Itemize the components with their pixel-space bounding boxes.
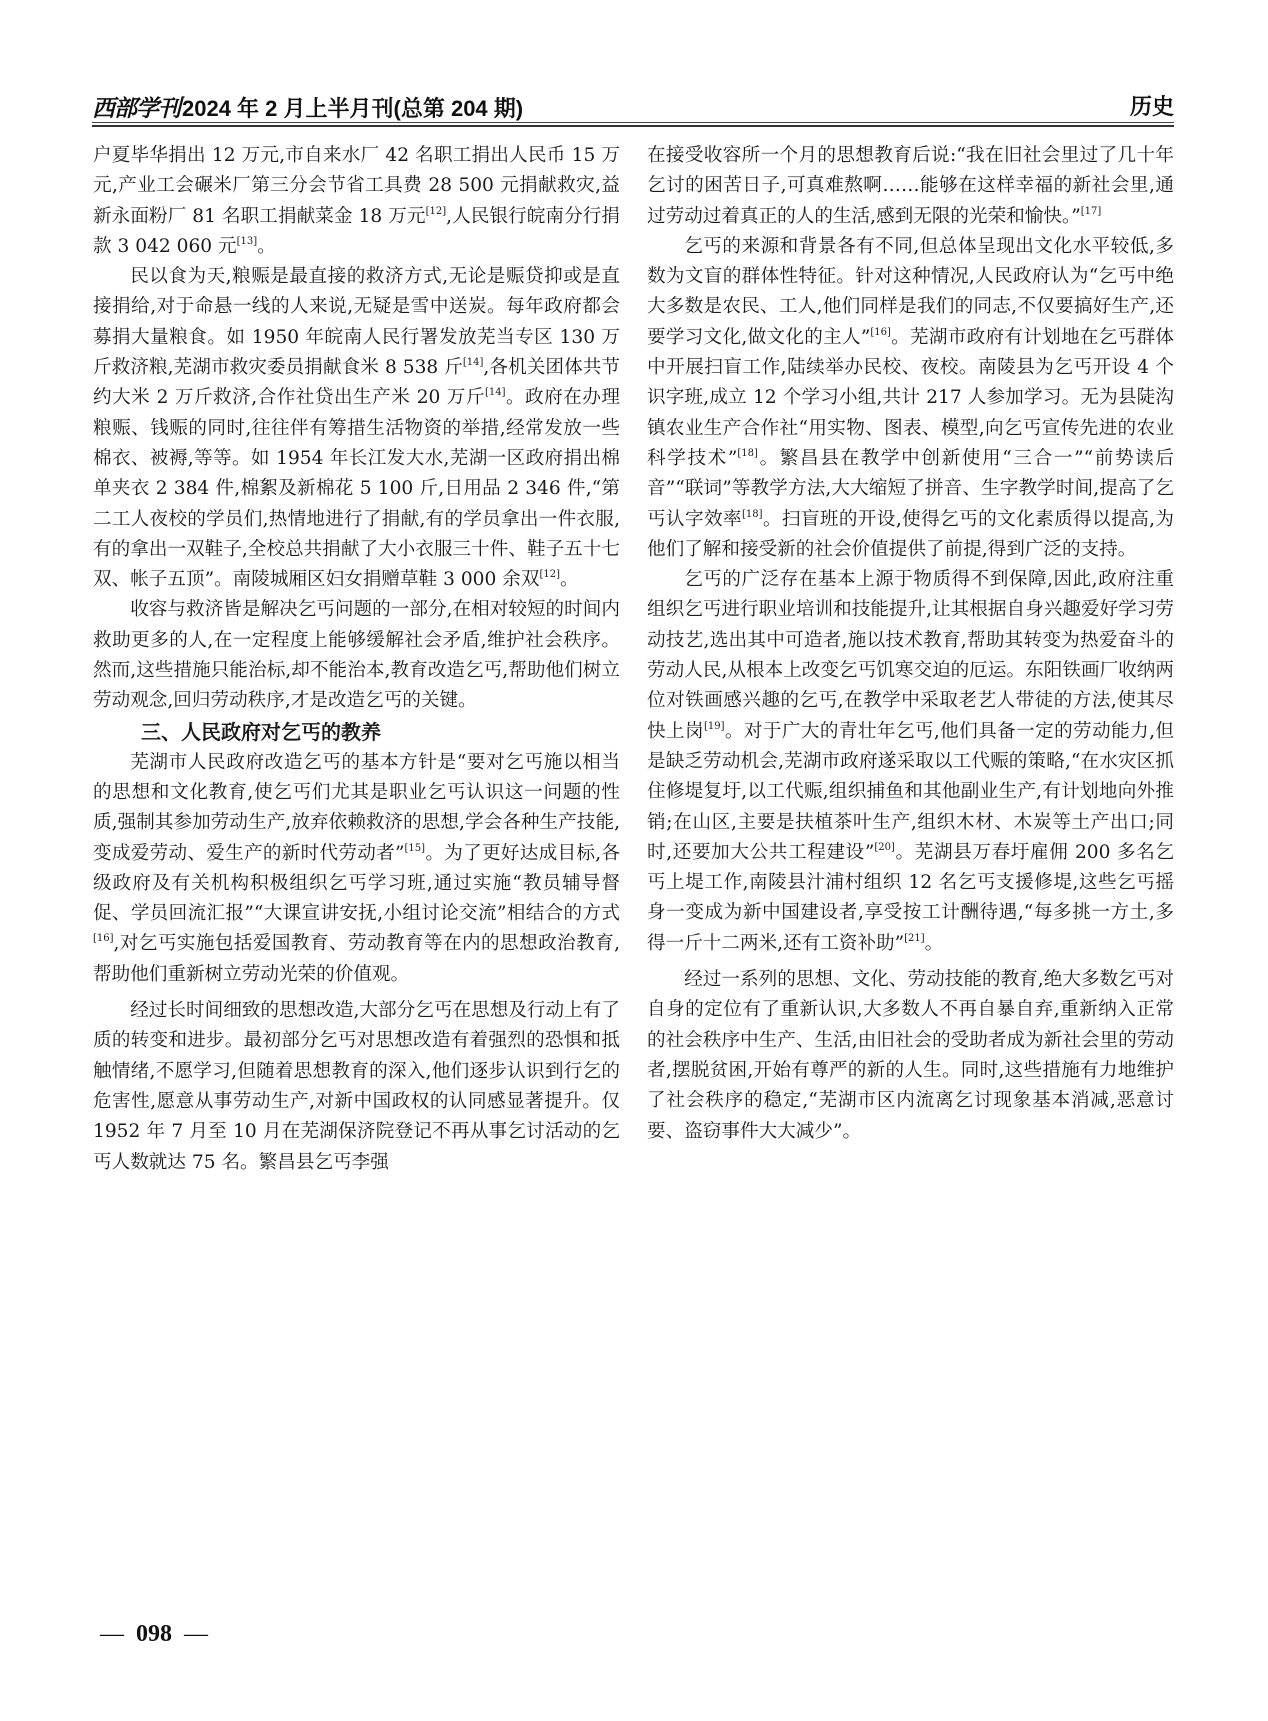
right-column bbox=[647, 141, 1174, 1147]
citation: [19] bbox=[703, 720, 725, 732]
citation: [18] bbox=[741, 508, 763, 520]
paragraph: 经过一系列的思想、文化、劳动技能的教育,绝大多数乞丐对自身的定位有了重新认识,大多数人不再自暴自弃,重新纳入正常的社会秩序中生产、生活,由旧社会的受助者成为新社会里的劳动者,摆脱贫困,开始有尊严的新的人生。同时,这些措施有力地维护了社会秩序的稳定,“芜湖市区内流离乞讨现象基本消减,恶意讨要、盗窃事件大大减少”。 bbox=[647, 969, 1174, 1142]
page-number-value: 098 bbox=[136, 1621, 172, 1647]
paragraph: 乞丐的广泛存在基本上源于物质得不到保障,因此,政府注重组织乞丐进行职业培训和技能提升,让其根据自身兴趣爱好学习劳动技艺,选出其中可造者,施以技术教育,帮助其转变为热爱奋斗的劳动人民,从根本上改变乞丐饥寒交迫的厄运。东阳铁画厂收纳两位对铁画感兴趣的乞丐,在教学中采取老艺人带徒的方法,使其尽快上岗[19]。对于广大的青壮年乞丐,他们具备一定的劳动能力,但是缺乏劳动机会,芜湖市政府遂采取以工代赈的策略,“在水灾区抓住修堤复圩,以工代赈,组织捕鱼和其他副业生产,有计划地向外推销;在山区,主要是扶植茶叶生产,组织木材、木炭等土产出口;同时,还要加大公共工程建设”[20]。芜湖县万春圩雇佣 200 多名乞丐上堤工作,南陵县汁浦村组织 12 名乞丐支援修堤,这些乞丐摇身一变成为新中国建设者,享受按工计酬待遇,“每多挑一方土,多得一斤十二两米,还有工资补助”[21]。 bbox=[647, 569, 1174, 954]
citation: [13] bbox=[236, 235, 258, 247]
section-label: 历史 bbox=[1129, 94, 1174, 119]
citation: [16] bbox=[93, 933, 114, 945]
journal-issue-line bbox=[92, 90, 523, 123]
citation: [20] bbox=[874, 841, 895, 853]
journal-logo: 西部学刊 bbox=[92, 95, 180, 122]
paragraph: 在接受收容所一个月的思想教育后说:“我在旧社会里过了几十年乞讨的困苦日子,可真难熬啊……能够在这样幸福的新社会里,通过劳动过着真正的人的生活,感到无限的光荣和愉快。”[17] bbox=[647, 145, 1174, 227]
header-rule-thin bbox=[92, 122, 1174, 123]
citation: [18] bbox=[737, 447, 758, 459]
citation: [14] bbox=[484, 387, 506, 399]
paragraph: 乞丐的来源和背景各有不同,但总体呈现出文化水平较低,多数为文盲的群体性特征。针对这种情况,人民政府认为“乞丐中绝大多数是农民、工人,他们同样是我们的同志,不仅要搞好生产,还要学习文化,做文化的主人”[16]。芜湖市政府有计划地在乞丐群体中开展扫盲工作,陆续举办民校、夜校。南陵县为乞丐开设 4 个识字班,成立 12 个学习小组,共计 217 人参加学习。无为县陡沟镇农业生产合作社“用实物、图表、模型,向乞丐宣传先进的农业科学技术”[18]。繁昌县在教学中创新使用“三合一”“前势读后音”“联词”等教学方法,大大缩短了拼音、生字教学时间,提高了乞丐认字效率[18]。扫盲班的开设,使得乞丐的文化素质得以提高,为他们了解和接受新的社会价值提供了前提,得到广泛的支持。 bbox=[647, 235, 1174, 560]
running-header bbox=[92, 88, 1174, 124]
header-rule-thick bbox=[92, 125, 1174, 127]
citation: [17] bbox=[1080, 205, 1102, 217]
left-column bbox=[93, 141, 620, 1178]
citation: [14] bbox=[462, 357, 484, 369]
paragraph: 芜湖市人民政府改造乞丐的基本方针是“要对乞丐施以相当的思想和文化教育,使乞丐们尤其是职业乞丐认识这一问题的性质,强制其参加劳动生产,放弃依赖救济的思想,学会各种生产技能,变成爱劳动、爱生产的新时代劳动者”[15]。为了更好达成目标,各级政府及有关机构积极组织乞丐学习班,通过实施“教员辅导督促、学员回流汇报”“大课宣讲安抚,小组讨论交流”相结合的方式[16],对乞丐实施包括爱国教育、劳动教育等在内的思想政治教育,帮助他们重新树立劳动光荣的价值观。 bbox=[93, 751, 620, 985]
citation: [15] bbox=[404, 842, 426, 854]
paragraph: 收容与救济皆是解决乞丐问题的一部分,在相对较短的时间内救助更多的人,在一定程度上能够缓解社会矛盾,维护社会秩序。然而,这些措施只能治标,却不能治本,教育改造乞丐,帮助他们树立劳动观念,回归劳动秩序,才是改造乞丐的关键。 bbox=[93, 599, 620, 712]
citation: [21] bbox=[904, 932, 925, 944]
paragraph: 民以食为天,粮赈是最直接的救济方式,无论是赈贷抑或是直接捐给,对于命悬一线的人来说,无疑是雪中送炭。每年政府都会募捐大量粮食。如 1950 年皖南人民行署发放芜当专区 130 万斤救济粮,芜湖市救灾委员捐献食米 8 538 斤[14],各机关团体共节约大米 2 万斤救济,合作社贷出生产米 20 万斤[14]。政府在办理粮赈、钱赈的同时,往往伴有筹措生活物资的举措,经常发放一些棉衣、被褥,等等。如 1954 年长江发大水,芜湖一区政府捐出棉单夹衣 2 384 件,棉絮及新棉花 5 100 斤,日用品 2 346 件,“第二工人夜校的学员们,热情地进行了捐献,有的学员拿出一件衣服,有的拿出一双鞋子,全校总共捐献了大小衣服三十件、鞋子五十七双、帐子五顶”。南陵城厢区妇女捐赠草鞋 3 000 余双[12]。 bbox=[93, 266, 620, 591]
issue-info: 2024 年 2 月上半月刊(总第 204 期) bbox=[182, 96, 524, 121]
citation: [16] bbox=[870, 326, 891, 338]
section-heading: 三、人民政府对乞丐的教养 bbox=[141, 719, 381, 744]
citation: [12] bbox=[425, 205, 447, 217]
citation: [12] bbox=[539, 569, 560, 581]
page-number: — 098 — bbox=[100, 1621, 208, 1647]
paragraph: 经过长时间细致的思想改造,大部分乞丐在思想及行动上有了质的转变和进步。最初部分乞丐对思想改造有着强烈的恐惧和抵触情绪,不愿学习,但随着思想教育的深入,他们逐步认识到行乞的危害性,愿意从事劳动生产,对新中国政权的认同感显著提升。仅 1952 年 7 月至 10 月在芜湖保济院登记不再从事乞讨活动的乞丐人数就达 75 名。繁昌县乞丐李强 bbox=[93, 1000, 620, 1173]
paragraph: 户夏毕华捐出 12 万元,市自来水厂 42 名职工捐出人民币 15 万元,产业工会碾米厂第三分会节省工具费 28 500 元捐献救灾,益新永面粉厂 81 名职工捐献菜金 18 万元[12],人民银行皖南分行捐款 3 042 060 元[13]。 bbox=[93, 145, 620, 257]
